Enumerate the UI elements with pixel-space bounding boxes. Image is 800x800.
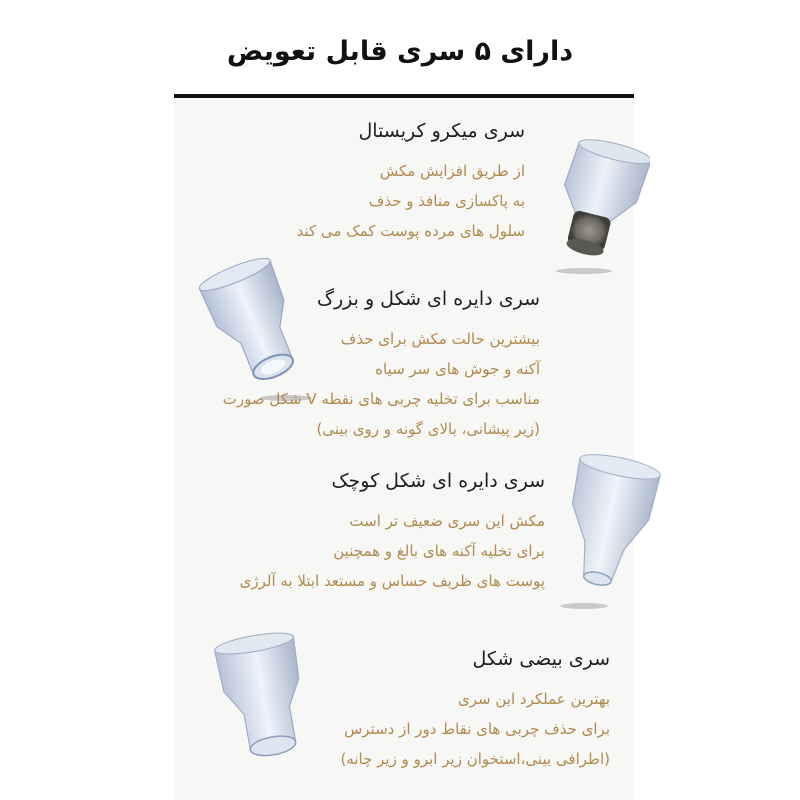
tip-oval <box>340 648 610 774</box>
tip-small-round <box>240 470 545 596</box>
tip-line: مناسب برای تخلیه چربی های نقطه V شکل صورت <box>222 390 540 408</box>
tip-heading: سری بیضی شکل <box>472 648 610 670</box>
tip-large-round <box>223 288 540 444</box>
micro-crystal-nozzle-icon <box>522 128 650 278</box>
tip-line: پوست های ظریف حساس و مستعد ابتلا به آلرژی <box>239 572 545 590</box>
tip-line: (زیر پیشانی، بالای گونه و روی بینی) <box>316 420 540 438</box>
tip-micro-crystal <box>297 120 525 246</box>
tip-heading: سری میکرو کریستال <box>358 120 525 142</box>
tip-line: (اطرافی بینی،استخوان زیر ابرو و زیر چانه) <box>340 750 610 768</box>
tip-line: مکش این سری ضعیف تر است <box>349 512 545 530</box>
tip-line: از طریق افزایش مکش <box>379 162 525 180</box>
page-title: دارای ۵ سری قابل تعویض <box>226 36 574 67</box>
small-round-nozzle-icon <box>538 452 663 612</box>
tip-line: بهترین عملکرد این سری <box>458 690 610 708</box>
tip-line: برای تخلیه آکنه های بالغ و همچنین <box>333 542 545 560</box>
tip-heading: سری دایره ای شکل و بزرگ <box>316 288 540 310</box>
title-divider <box>174 94 634 98</box>
tip-heading: سری دایره ای شکل کوچک <box>331 470 545 492</box>
tip-line: آکنه و جوش های سر سیاه <box>375 360 540 378</box>
oval-nozzle-icon <box>208 630 330 780</box>
tip-line: به پاکسازی منافذ و حذف <box>368 192 525 210</box>
tip-line: سلول های مرده پوست کمک می کند <box>296 222 525 240</box>
tip-line: برای حذف چربی های نقاط دور از دسترس <box>343 720 610 738</box>
tip-line: بیشترین حالت مکش برای حذف <box>340 330 540 348</box>
